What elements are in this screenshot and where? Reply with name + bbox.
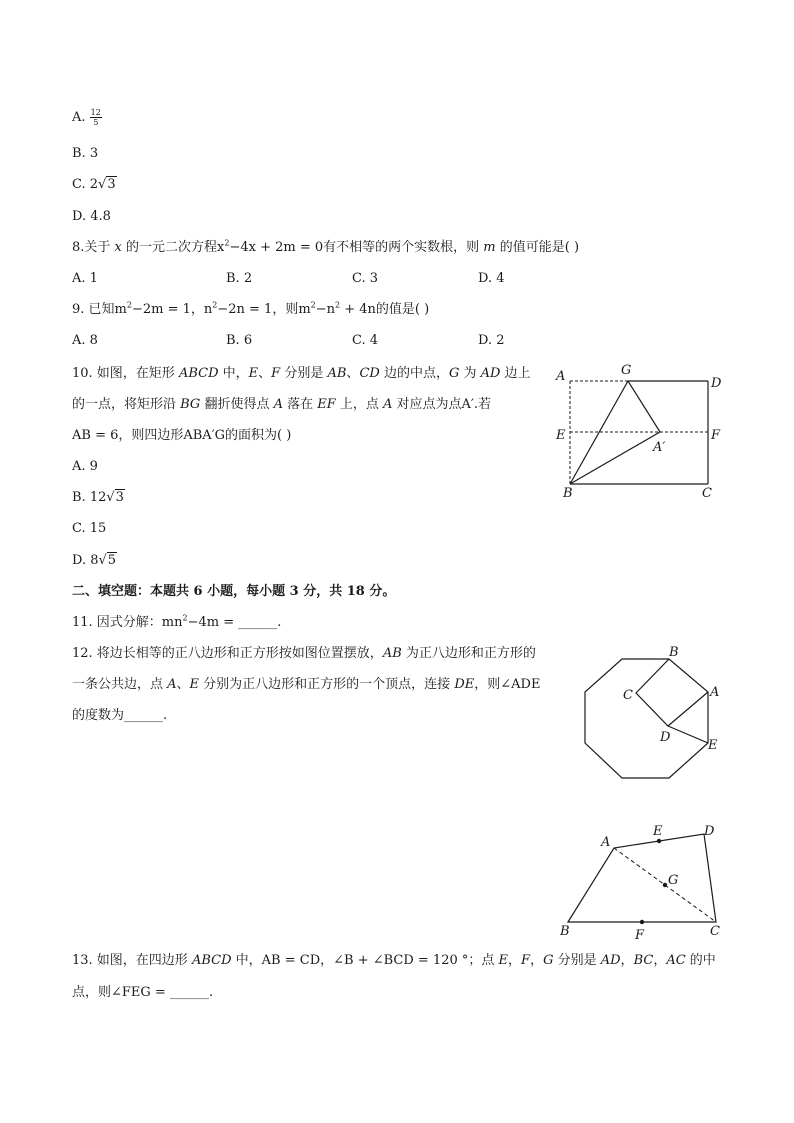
answer-blank: ______ [169,985,209,1000]
q7-option-b: B. 3 [72,146,99,161]
label-a: A [556,369,566,384]
segment-de [668,726,708,743]
q10-stem-line3: AB = 6，则四边形ABA′G的面积为( ) [72,428,292,443]
label-f: F [711,428,721,443]
answer-blank: ______ [238,615,278,630]
label-e: E [653,824,663,839]
q13-quadrilateral-figure [550,822,730,942]
segment-bg [570,381,628,484]
label-b: B [563,486,573,501]
label-g: G [668,873,679,888]
q10-rectangle-figure [550,360,730,505]
q13-stem-line1: 13. 如图，在四边形 ABCD 中，AB = CD，∠B + ∠BCD = 120 °；点 E，F，G 分别是 AD，BC，AC 的中 [72,953,716,968]
q13-stem-line2: 点，则∠FEG = ______. [72,985,214,1000]
label-c: C [702,486,712,501]
square-sides [636,659,708,726]
q8-option-b: B. 2 [226,271,253,286]
sqrt-symbol: √3 [98,177,116,192]
q10-option-c: C. 15 [72,521,107,536]
q12-octagon-figure [578,640,728,790]
label-d: D [704,824,715,839]
q9-option-a: A. 8 [72,333,98,348]
label-a: A [601,835,611,850]
q7-option-c: C. 2√3 [72,177,116,192]
section-heading-fill-in: 二、填空题：本题共 6 小题，每小题 3 分，共 18 分。 [72,584,396,599]
label-f: F [635,928,645,942]
label-d: D [711,376,722,391]
label-e: E [556,428,566,443]
q8-option-a: A. 1 [72,271,98,286]
q11-stem: 11. 因式分解：$mn^2-4m$ = ______. [72,613,282,630]
sqrt-symbol: √5 [98,553,117,568]
segment-ga-prime [628,381,660,432]
q8-stem: 8.关于 x 的一元二次方程$x^2-4x + 2m = 0$有不相等的两个实数根，则 m 的值可能是( ) [72,238,580,255]
q10-option-b: B. 12√3 [72,490,124,505]
q12-stem-line3: 的度数为______. [72,708,168,723]
q10-option-a: A. 9 [72,459,98,474]
quadrilateral-abcd [568,834,716,922]
label-b: B [669,645,679,660]
point-f [640,920,644,924]
label-b: B [560,924,570,939]
q10-stem-line2: 的一点，将矩形沿 BG 翻折使得点 A 落在 EF 上，点 A 对应点为点A′.若 [72,397,492,412]
segment-a-prime-b [570,432,660,484]
label-c: C [623,688,633,703]
q10-stem-line1: 10. 如图，在矩形 ABCD 中，E、F 分别是 AB、CD 边的中点，G 为 AD 边上 [72,366,531,381]
q8-option-d: D. 4 [478,271,505,286]
q9-option-d: D. 2 [478,333,505,348]
label-d: D [660,730,671,745]
fraction: $\frac{12}{5}$ [90,108,101,127]
point-e [657,839,661,843]
q9-option-b: B. 6 [226,333,253,348]
label-e: E [708,738,718,753]
q9-stem: 9. 已知$m^2-2m = 1$，$n^2-2n = 1$，则$m^2-n^2 + 4n$的值是( ) [72,300,430,317]
q12-stem-line2: 一条公共边，点 A、E 分别为正八边形和正方形的一个顶点，连接 DE，则∠ADE [72,677,541,692]
q7-option-d: D. 4.8 [72,209,111,224]
octagon [585,659,708,778]
q9-option-c: C. 4 [352,333,379,348]
point-g [663,883,667,887]
q10-option-d: D. 8√5 [72,553,117,568]
answer-blank: ______ [124,708,164,723]
q7-option-a: A. $\frac{12}{5}$ [72,108,101,127]
label-a: A [710,685,720,700]
label-c: C [710,924,720,939]
sqrt-symbol: √3 [106,490,124,505]
q8-option-c: C. 3 [352,271,379,286]
label-a-prime: A′ [653,440,666,455]
label-g: G [621,363,632,378]
q12-stem-line1: 12. 将边长相等的正八边形和正方形按如图位置摆放，AB 为正八边形和正方形的 [72,646,536,661]
